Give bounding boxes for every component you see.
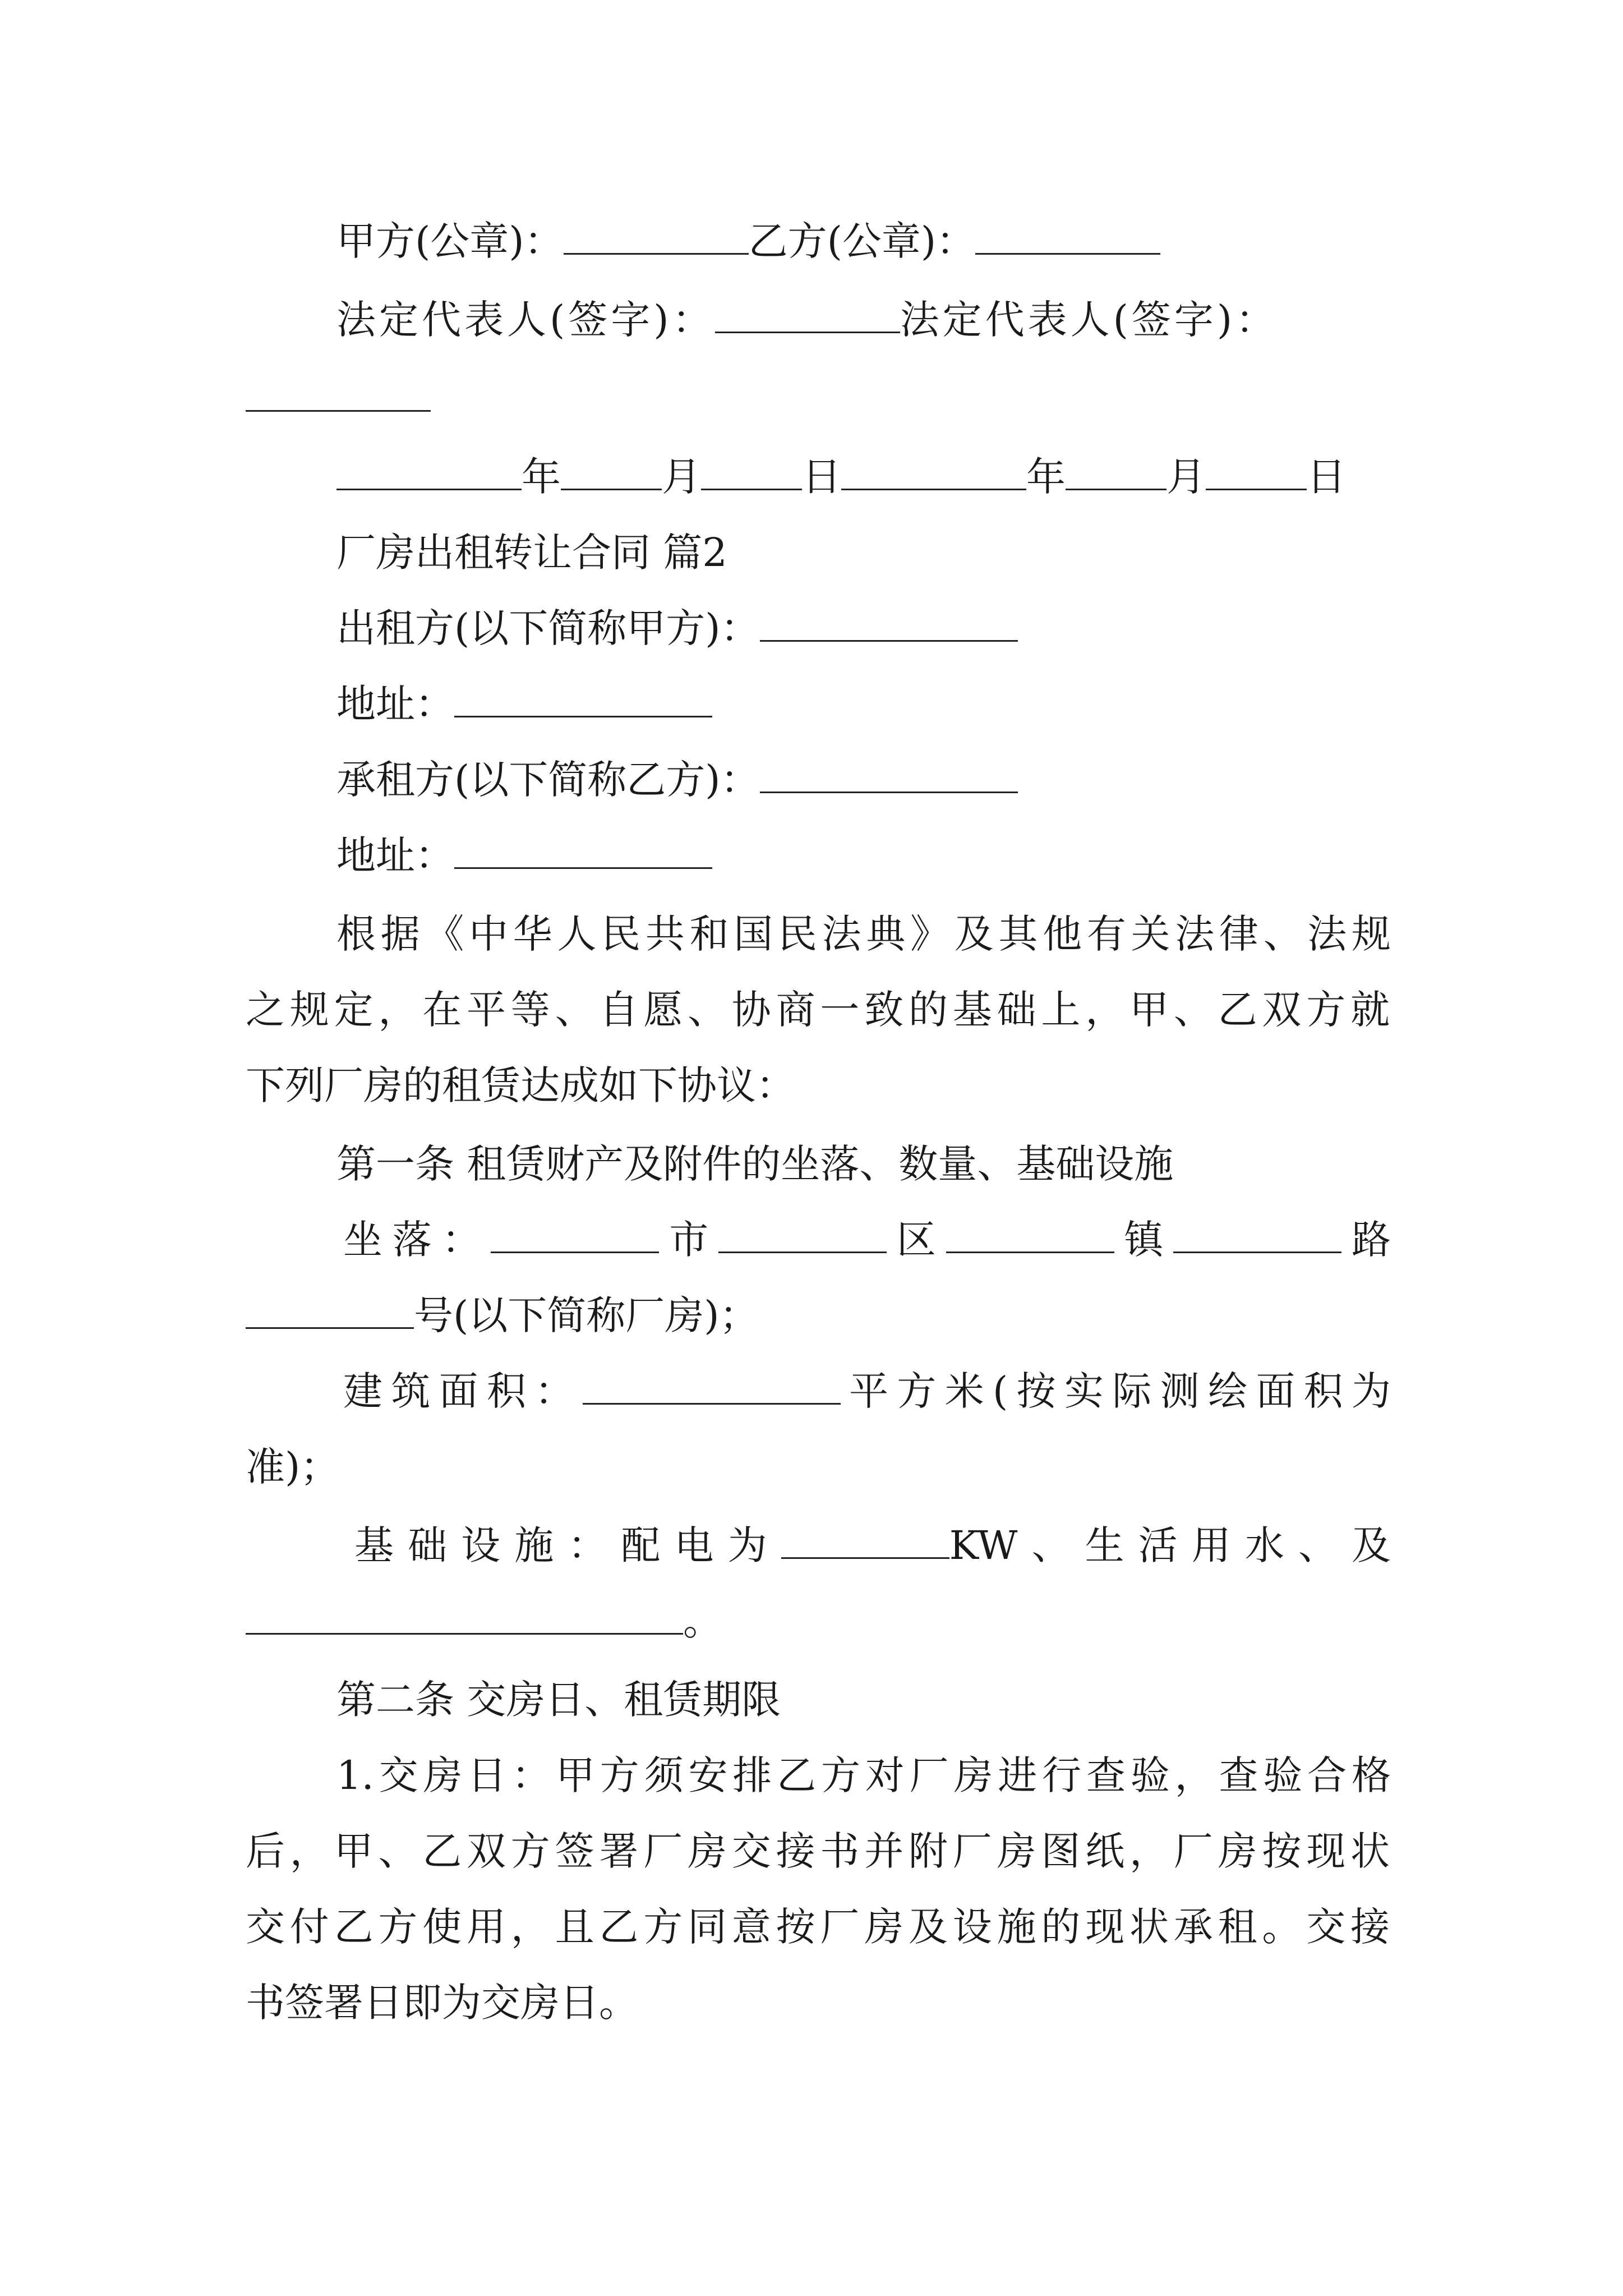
party-a-seal-label: 甲方(公章)： bbox=[336, 218, 564, 264]
facility-label: 基础设施：配电为 bbox=[354, 1522, 781, 1568]
area-label: 建筑面积： bbox=[343, 1368, 583, 1414]
city-blank[interactable] bbox=[491, 1214, 659, 1253]
month-a-label: 月 bbox=[662, 454, 701, 500]
lessor-line bbox=[336, 600, 1391, 656]
month-a-blank[interactable] bbox=[561, 452, 662, 490]
lessee-blank[interactable] bbox=[760, 754, 1018, 793]
lessor-label: 出租方(以下简称甲方)： bbox=[336, 605, 760, 651]
day-a-blank[interactable] bbox=[701, 452, 802, 490]
intro-line-2: 之规定，在平等、自愿、协商一致的基础上，甲、乙双方就 bbox=[246, 987, 1390, 1033]
lessee-address-blank[interactable] bbox=[454, 830, 712, 869]
day-b-label: 日 bbox=[1307, 454, 1346, 500]
article-2-title: 第二条 交房日、租赁期限 bbox=[336, 1677, 781, 1723]
rep-b-label: 法定代表人(签字)： bbox=[900, 297, 1279, 343]
date-line bbox=[336, 449, 1391, 505]
lessor-address-label: 地址： bbox=[336, 681, 454, 727]
city-label: 市 bbox=[659, 1217, 719, 1263]
rep-a-label: 法定代表人(签字)： bbox=[336, 297, 715, 343]
facility-line bbox=[354, 1517, 1391, 1573]
district-blank[interactable] bbox=[718, 1214, 887, 1253]
town-blank[interactable] bbox=[946, 1214, 1114, 1253]
rep-b-blank[interactable] bbox=[246, 373, 431, 412]
year-a-label: 年 bbox=[522, 454, 561, 500]
party-b-seal-blank[interactable] bbox=[975, 216, 1160, 255]
month-b-label: 月 bbox=[1166, 454, 1206, 500]
section-title: 厂房出租转让合同 篇2 bbox=[336, 530, 727, 576]
facility-kw: KW、生活用水、及 bbox=[949, 1522, 1391, 1568]
number-blank[interactable] bbox=[246, 1290, 414, 1329]
lessee-line bbox=[336, 752, 1391, 808]
delivery-line-2: 后，甲、乙双方签署厂房交接书并附厂房图纸，厂房按现状 bbox=[246, 1828, 1390, 1874]
road-label: 路 bbox=[1341, 1217, 1391, 1263]
district-label: 区 bbox=[887, 1217, 946, 1263]
location-line bbox=[343, 1212, 1391, 1268]
year-a-blank[interactable] bbox=[336, 452, 522, 490]
area-unit: 平方米(按实际测绘面积为 bbox=[840, 1368, 1391, 1414]
facility-other-line bbox=[246, 1593, 1390, 1649]
delivery-line-1: 1.交房日：甲方须安排乙方对厂房进行查验，查验合格 bbox=[336, 1752, 1391, 1798]
party-a-seal-blank[interactable] bbox=[564, 216, 749, 255]
number-suffix: 号(以下简称厂房)； bbox=[414, 1292, 759, 1338]
area-blank[interactable] bbox=[583, 1366, 841, 1405]
facility-period: 。 bbox=[683, 1598, 722, 1644]
area-tail-line: 准)； bbox=[246, 1444, 340, 1490]
lessee-label: 承租方(以下简称乙方)： bbox=[336, 757, 760, 803]
party-b-seal-label: 乙方(公章)： bbox=[748, 218, 976, 264]
delivery-line-3: 交付乙方使用，且乙方同意按厂房及设施的现状承租。交接 bbox=[246, 1904, 1390, 1950]
year-b-blank[interactable] bbox=[841, 452, 1026, 490]
area-line bbox=[343, 1363, 1391, 1419]
rep-a-blank[interactable] bbox=[715, 295, 900, 333]
facility-other-blank[interactable] bbox=[246, 1596, 683, 1635]
lessee-address-label: 地址： bbox=[336, 832, 454, 878]
delivery-line-4: 书签署日即为交房日。 bbox=[246, 1980, 638, 2026]
intro-line-3: 下列厂房的租赁达成如下协议： bbox=[246, 1062, 795, 1108]
day-a-label: 日 bbox=[802, 454, 841, 500]
lessor-address-line bbox=[336, 676, 1391, 732]
day-b-blank[interactable] bbox=[1206, 452, 1307, 490]
town-label: 镇 bbox=[1114, 1217, 1174, 1263]
road-blank[interactable] bbox=[1173, 1214, 1341, 1253]
party-seal-line bbox=[336, 213, 1391, 269]
rep-b-blank-line bbox=[246, 370, 1390, 426]
year-b-label: 年 bbox=[1026, 454, 1066, 500]
lessor-address-blank[interactable] bbox=[454, 679, 712, 717]
intro-line-1: 根据《中华人民共和国民法典》及其他有关法律、法规 bbox=[336, 911, 1391, 957]
month-b-blank[interactable] bbox=[1066, 452, 1166, 490]
article-1-title: 第一条 租赁财产及附件的坐落、数量、基础设施 bbox=[336, 1141, 1174, 1187]
number-line bbox=[246, 1287, 1390, 1343]
power-blank[interactable] bbox=[781, 1520, 949, 1559]
representative-line bbox=[336, 292, 1391, 348]
lessor-blank[interactable] bbox=[760, 603, 1018, 642]
location-label: 坐落： bbox=[343, 1217, 491, 1263]
lessee-address-line bbox=[336, 827, 1391, 884]
